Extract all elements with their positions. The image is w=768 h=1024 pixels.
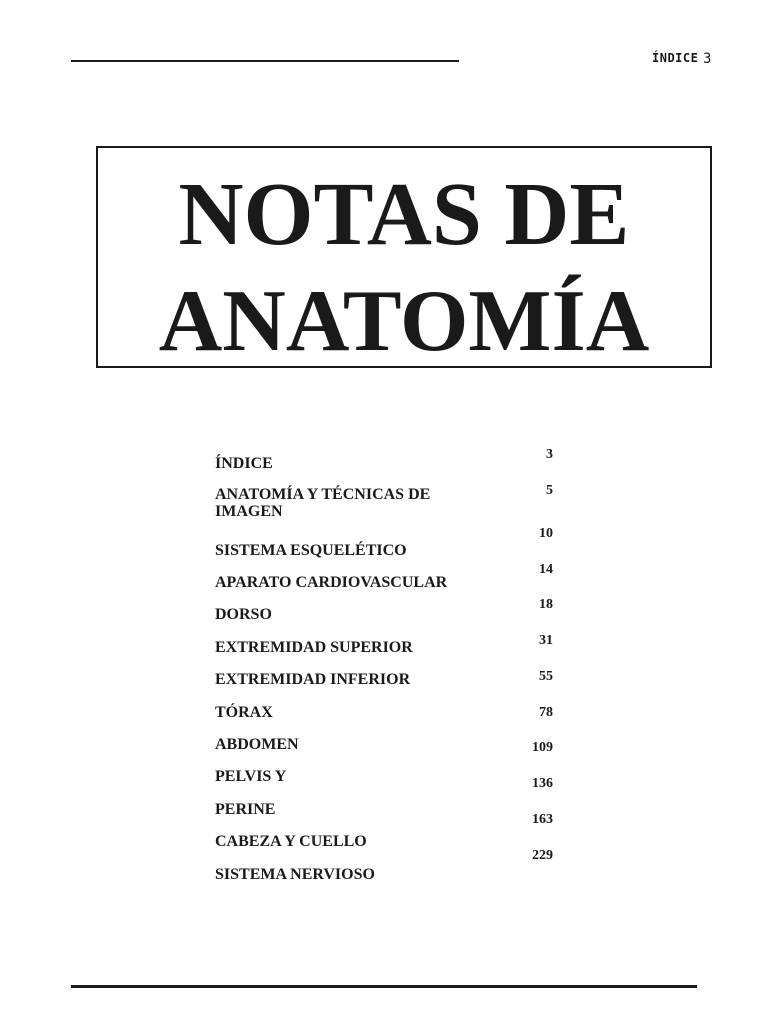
toc-entry-title[interactable]: PERINE [215,801,276,818]
header-rule [71,60,459,62]
toc-page-number: 136 [532,776,553,791]
toc-entry-title[interactable]: SISTEMA ESQUELÉTICO [215,542,407,559]
title-line-1: NOTAS DE [178,165,630,264]
footer-rule [71,985,697,988]
toc-page-number: 109 [532,740,553,755]
toc-page-number: 10 [539,526,553,541]
toc-page-number: 229 [532,848,553,863]
toc-entry-title[interactable]: DORSO [215,606,272,623]
toc-entry-title[interactable]: ABDOMEN [215,736,299,753]
toc-page-number: 14 [539,562,553,577]
toc-page-number: 78 [539,705,553,720]
running-header-page-number: 3 [703,51,712,67]
title-box [96,146,712,368]
toc-page-number: 3 [546,447,553,462]
toc-entry-title[interactable]: ANATOMÍA Y TÉCNICAS DE IMAGEN [215,486,431,520]
toc-page-number: 18 [539,597,553,612]
toc-entry-title[interactable]: EXTREMIDAD INFERIOR [215,671,411,688]
title-line-2: ANATOMÍA [158,273,650,370]
toc-entry-title[interactable]: EXTREMIDAD SUPERIOR [215,639,413,656]
running-header-section: ÍNDICE [652,51,699,65]
toc-entry-title[interactable]: PELVIS Y [215,768,287,785]
toc-entry-title[interactable]: ÍNDICE [215,455,273,472]
toc-page-number: 163 [532,812,553,827]
toc-page-number: 5 [546,483,553,498]
toc-entry-title[interactable]: SISTEMA NERVIOSO [215,866,375,883]
toc-page-number: 31 [539,633,553,648]
toc-entry-title[interactable]: CABEZA Y CUELLO [215,833,367,850]
toc-entry-title[interactable]: TÓRAX [215,704,273,721]
toc-entry-title[interactable]: APARATO CARDIOVASCULAR [215,574,448,591]
toc-page-number: 55 [539,669,553,684]
